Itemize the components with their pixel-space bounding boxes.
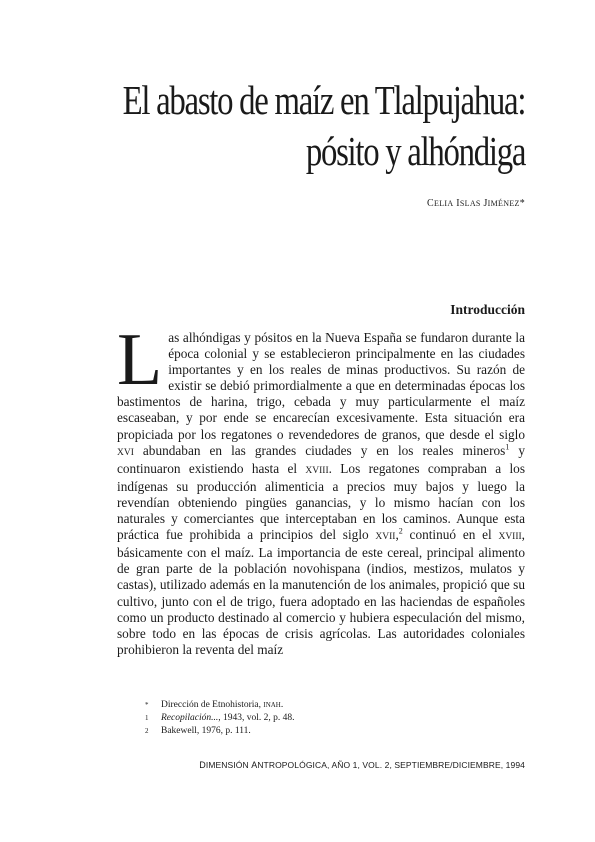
article-title-line-2: pósito y alhóndiga [305, 128, 525, 174]
footer-smallcaps: VOL [362, 760, 380, 770]
footer-initial: A [251, 760, 258, 770]
footnote-mark: 1 [145, 714, 149, 722]
footnote-mark: * [145, 701, 149, 709]
footnote-text: Bakewell, 1976, p. 111. [161, 726, 251, 736]
text-run: continuó en el [402, 527, 499, 543]
footnote-ref: 2 [398, 526, 403, 536]
text-run: , básicamente con el maíz. La importancia de este cereal, principal alimento de gran parte de la población novohispana (indios, mestizos, mulatos y castas), utilizado además en la manutención de los animales, propició que su cultivo, junto con el de trigo, fuera adoptado en las haciendas de españoles como un producto destinado al comercio y hubiera especulación del mismo, sobre todo en las épocas de crisis agrícolas. Las autoridades coloniales prohibieron la reventa del maíz [117, 527, 525, 657]
author-initial: I [456, 198, 460, 209]
footnote-ref: 1 [505, 442, 510, 452]
century-numeral: XVIII [305, 465, 329, 476]
century-numeral: XVII [375, 532, 396, 543]
paragraph [117, 319, 526, 658]
footer-smallcaps: NTROPOLÓGICA [257, 760, 327, 770]
footer-text: , AÑO 1, [327, 760, 363, 770]
drop-cap: L [117, 319, 163, 401]
footnote-italic: Recopilación... [161, 713, 219, 723]
footnote-mark: 2 [145, 727, 149, 735]
text-run: abundaban en las grandes ciudades y en los reales mineros [133, 442, 506, 458]
footnote-text: . [280, 700, 284, 710]
text-run: as alhóndigas y pósitos en la Nueva España se fundaron durante la época colonial y se establecieron principalmente en las ciudades importantes y en los reales de minas productivos. Su razón de existir se debió primordialmente a que en determinadas épocas los bastimentos de harina, trigo, cebada y muy particularmente el maíz escaseaban, y por ende se encarecían excesivamente. Esta situación era propiciada por los regatones o revendedores de granos, que desde el siglo [117, 330, 525, 442]
century-numeral: XVI [117, 447, 134, 458]
footnote [145, 699, 295, 712]
author-smallcaps: ELIA [434, 199, 454, 208]
footnote-smallcaps: INAH [263, 701, 281, 709]
footnote-text: Dirección de Etnohistoria, [161, 700, 264, 710]
footnote [145, 712, 295, 725]
author-initial: C [427, 198, 435, 209]
author-name [427, 198, 525, 209]
text-run: , [395, 527, 399, 543]
footnote-text: , 1943, vol. 2, p. 48. [218, 713, 295, 723]
footer-smallcaps: IMENSIÓN [205, 760, 249, 770]
body-text [117, 319, 526, 658]
footer-initial: D [199, 760, 206, 770]
century-numeral: XVIII [498, 532, 522, 543]
text-run: y continuaron existiendo hasta el [117, 442, 525, 476]
author-smallcaps: IMÉNEZ [487, 199, 520, 208]
author-smallcaps: SLAS [459, 199, 481, 208]
footnotes [145, 699, 295, 738]
text-run: . Los regatones compraban a los indígenas su producción alimenticia a precios muy bajos y luego la revendían obteniendo pingües ganancias, y lo mismo hacían con los naturales y comerciantes que interceptaban en los caminos. Aunque esta práctica fue prohibida a principios del siglo [117, 460, 526, 543]
article-title-line-1: El abasto de maíz en Tlalpujahua: [122, 77, 525, 123]
footnote [145, 725, 295, 738]
running-footer [199, 760, 525, 770]
section-heading: Introducción [450, 302, 525, 317]
author-footnote-mark: * [519, 198, 525, 209]
footer-text: . 2, SEPTIEMBRE/DICIEMBRE, 1994 [379, 760, 525, 770]
author-initial: J [483, 198, 488, 209]
